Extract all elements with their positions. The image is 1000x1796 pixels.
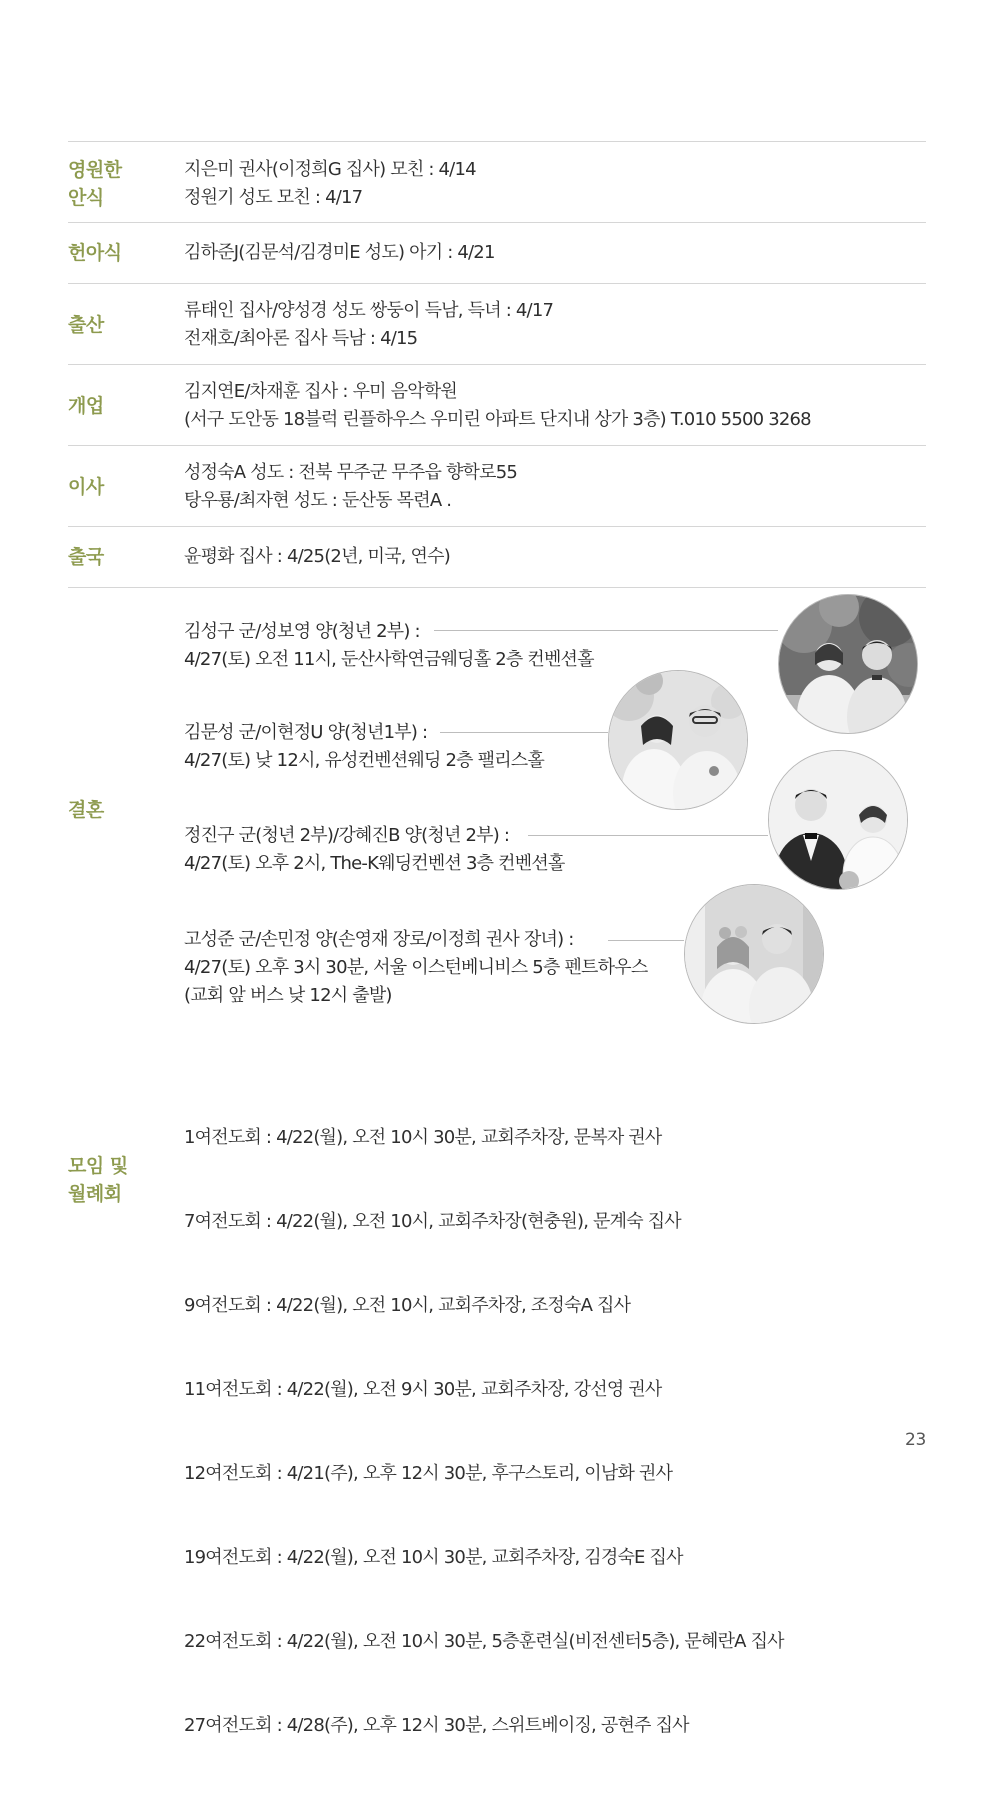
wedding-entry bbox=[184, 618, 594, 674]
couple-photo bbox=[608, 670, 748, 810]
entry-line: (서구 도안동 18블럭 린플하우스 우미린 아파트 단지내 상가 3층) T.010 5500 3268 bbox=[184, 409, 811, 430]
leader-line bbox=[434, 630, 778, 631]
entry-line: 19여전도회 : 4/22(월), 오전 10시 30분, 교회주차장, 김경숙E 집사 bbox=[184, 1547, 683, 1568]
category-label: 개업 bbox=[68, 395, 104, 417]
category-label: 헌아식 bbox=[68, 242, 122, 264]
section-funeral bbox=[68, 141, 926, 222]
category-label: 출국 bbox=[68, 546, 104, 568]
entry-line: 탕우룡/최자현 성도 : 둔산동 목련A . bbox=[184, 490, 452, 511]
leader-line bbox=[440, 732, 608, 733]
category-label: 출산 bbox=[68, 314, 104, 336]
couple-photo bbox=[684, 884, 824, 1024]
section-wedding bbox=[68, 587, 926, 1032]
section-moving bbox=[68, 445, 926, 526]
section-dedication bbox=[68, 222, 926, 283]
wedding-entry bbox=[184, 719, 544, 775]
entry-line: 류태인 집사/양성경 성도 쌍둥이 득남, 득녀 : 4/17 bbox=[184, 300, 554, 321]
section-body bbox=[184, 543, 926, 571]
page-number: 23 bbox=[904, 1430, 926, 1450]
section-body bbox=[184, 297, 926, 353]
entry-line: 전재호/최아론 집사 득남 : 4/15 bbox=[184, 328, 418, 349]
category-label: 영원한 안식 bbox=[68, 159, 122, 209]
entry-line: 윤평화 집사 : 4/25(2년, 미국, 연수) bbox=[184, 546, 450, 567]
entry-line: 김성구 군/성보영 양(청년 2부) : bbox=[184, 621, 420, 642]
entry-line: 4/27(토) 오후 3시 30분, 서울 이스턴베니비스 5층 펜트하우스 bbox=[184, 957, 648, 978]
entry-line: 11여전도회 : 4/22(월), 오전 9시 30분, 교회주차장, 강선영 권사 bbox=[184, 1379, 662, 1400]
entry-line: 9여전도회 : 4/22(월), 오전 10시, 교회주차장, 조정숙A 집사 bbox=[184, 1295, 631, 1316]
section-opening bbox=[68, 364, 926, 445]
entry-line: 22여전도회 : 4/22(월), 오전 10시 30분, 5층훈련실(비전센터5층), 문혜란A 집사 bbox=[184, 1631, 784, 1652]
entry-line: 김하준J(김문석/김경미E 성도) 아기 : 4/21 bbox=[184, 242, 495, 263]
section-departure bbox=[68, 526, 926, 587]
entry-line: 지은미 권사(이정희G 집사) 모친 : 4/14 bbox=[184, 159, 476, 180]
section-body bbox=[184, 156, 926, 212]
entry-line: 1여전도회 : 4/22(월), 오전 10시 30분, 교회주차장, 문복자 권사 bbox=[184, 1127, 662, 1148]
wedding-entry bbox=[184, 926, 647, 1010]
entry-line: 27여전도회 : 4/28(주), 오후 12시 30분, 스위트베이징, 공현주 집사 bbox=[184, 1715, 689, 1736]
entry-line: 4/27(토) 오후 2시, The-K웨딩컨벤션 3층 컨벤션홀 bbox=[184, 853, 565, 874]
leader-line bbox=[528, 835, 768, 836]
entry-line: 성정숙A 성도 : 전북 무주군 무주읍 향학로55 bbox=[184, 462, 518, 483]
entry-line: 12여전도회 : 4/21(주), 오후 12시 30분, 후구스토리, 이남화 권사 bbox=[184, 1463, 673, 1484]
entry-line: 정진구 군(청년 2부)/강혜진B 양(청년 2부) : bbox=[184, 825, 510, 846]
section-body bbox=[184, 378, 926, 434]
entry-line: 7여전도회 : 4/22(월), 오전 10시, 교회주차장(현충원), 문계숙 집사 bbox=[184, 1211, 681, 1232]
entry-line: (교회 앞 버스 낮 12시 출발) bbox=[184, 985, 392, 1006]
category-label: 모임 및 월례회 bbox=[68, 1155, 128, 1205]
couple-photo bbox=[778, 594, 918, 734]
entry-line: 정원기 성도 모친 : 4/17 bbox=[184, 187, 363, 208]
leader-line bbox=[608, 940, 684, 941]
section-body bbox=[184, 1068, 926, 1796]
entry-line: 김지연E/차재훈 집사 : 우미 음악학원 bbox=[184, 381, 458, 402]
entry-line: 고성준 군/손민정 양(손영재 장로/이정희 권사 장녀) : bbox=[184, 929, 574, 950]
couple-photo bbox=[768, 750, 908, 890]
section-body bbox=[184, 239, 926, 267]
entry-line: 4/27(토) 낮 12시, 유성컨벤션웨딩 2층 팰리스홀 bbox=[184, 750, 544, 771]
entry-line: 4/27(토) 오전 11시, 둔산사학연금웨딩홀 2층 컨벤션홀 bbox=[184, 649, 594, 670]
section-body bbox=[184, 459, 926, 515]
wedding-entry bbox=[184, 822, 565, 878]
section-birth bbox=[68, 283, 926, 364]
category-label: 결혼 bbox=[68, 799, 104, 821]
entry-line: 김문성 군/이현정U 양(청년1부) : bbox=[184, 722, 428, 743]
category-label: 이사 bbox=[68, 476, 104, 498]
